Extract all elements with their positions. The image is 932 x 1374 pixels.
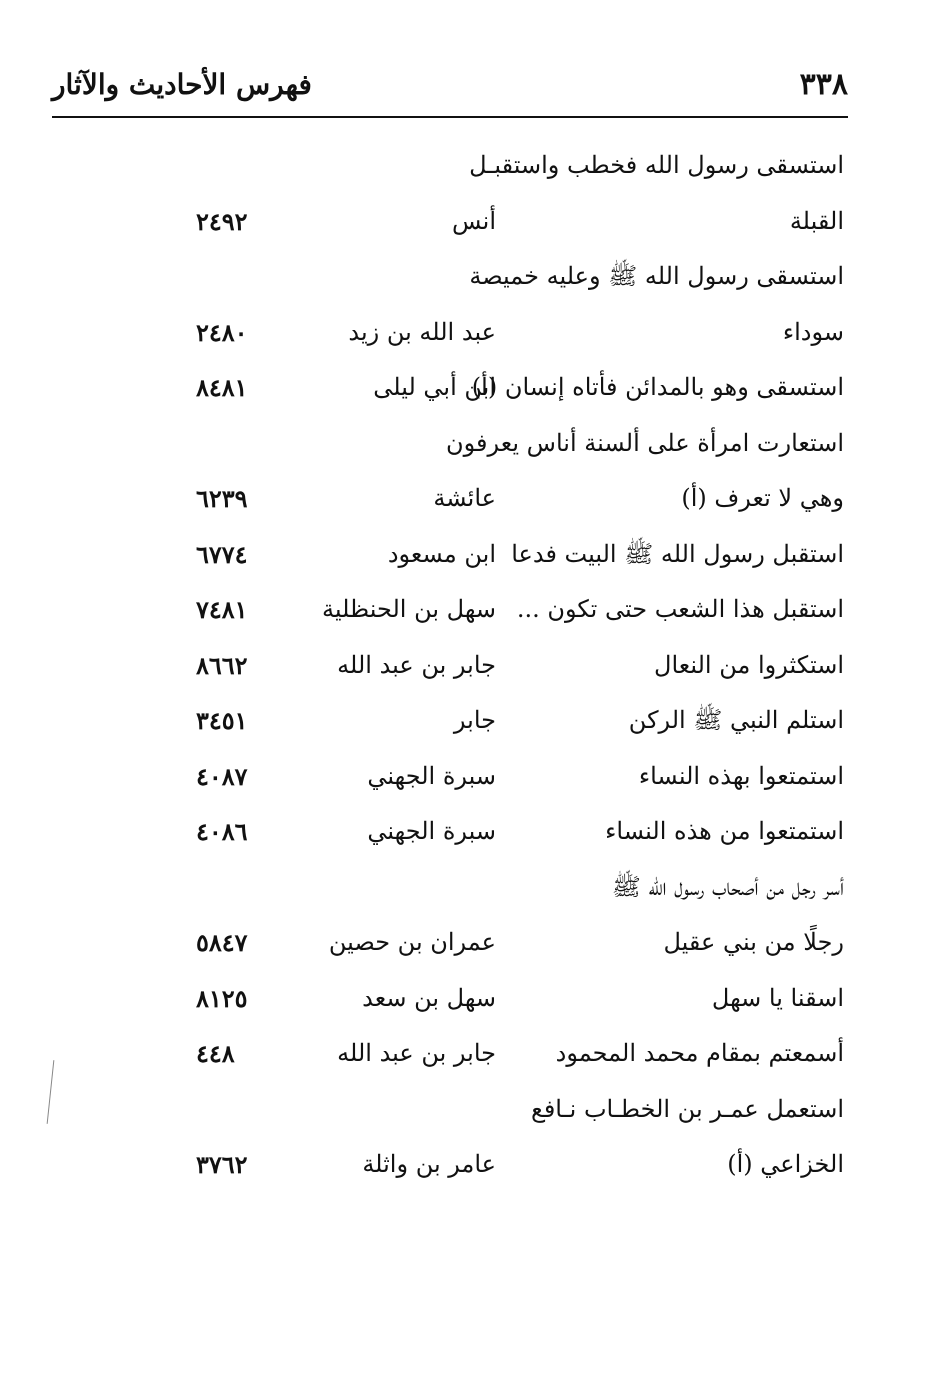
hadith-number: ٤٠٨٦: [196, 817, 248, 846]
page-header: [52, 58, 848, 110]
hadith-text: أسر رجل من أصحاب رسول الله ﷺ: [611, 872, 844, 901]
hadith-number: ٣٤٥١: [196, 706, 248, 735]
hadith-text: استقبل رسول الله ﷺ البيت فدعا: [511, 539, 844, 568]
narrator: سهل بن سعد: [362, 983, 496, 1012]
index-entry: [52, 693, 848, 749]
hadith-text: استلم النبي ﷺ الركن: [628, 706, 844, 734]
narrator: سبرة الجهني: [367, 817, 496, 845]
index-entry: [52, 915, 848, 971]
hadith-text: وهي لا تعرف (أ): [681, 484, 844, 512]
hadith-text: رجلًا من بني عقيل: [663, 928, 844, 956]
narrator: عامر بن واثلة: [362, 1150, 496, 1178]
hadith-text: أسمعتم بمقام محمد المحمود: [555, 1039, 844, 1067]
index-entry: [52, 471, 848, 527]
header-rule: [52, 116, 848, 118]
index-entry: [52, 1082, 848, 1138]
hadith-text: استمتعوا بهذه النساء: [638, 761, 844, 790]
hadith-number: ٦٢٣٩: [196, 484, 248, 513]
narrator: جابر بن عبد الله: [337, 1039, 496, 1067]
hadith-text: استقبل هذا الشعب حتى تكون ...: [516, 595, 844, 623]
hadith-number: ٢٤٩٢: [196, 206, 248, 236]
hadith-number: ٦٧٧٤: [196, 539, 248, 569]
index-entry: [52, 749, 848, 805]
hadith-text: استسقى رسول الله فخطب واستقبـل: [469, 151, 844, 179]
hadith-number: ٨٤٨١: [196, 373, 248, 402]
narrator: عائشة: [433, 484, 496, 512]
hadith-text: استسقى وهو بالمدائن فأتاه إنسان (أ): [471, 373, 844, 401]
index-entry: [52, 638, 848, 694]
hadith-text: القبلة: [789, 206, 844, 235]
index-entry: [52, 138, 848, 194]
hadith-text: استسقى رسول الله ﷺ وعليه خميصة: [469, 262, 844, 290]
narrator: عمران بن حصين: [328, 928, 496, 956]
narrator: عبد الله بن زيد: [348, 317, 496, 346]
index-entry: [52, 249, 848, 305]
hadith-text: اسقنا يا سهل: [711, 983, 844, 1012]
index-entry: [52, 416, 848, 472]
narrator: أنس: [452, 206, 496, 235]
hadith-number: ٨٦٦٢: [196, 650, 248, 680]
narrator: جابر بن عبد الله: [337, 650, 496, 679]
hadith-text: استعارت امرأة على ألسنة أناس يعرفون: [446, 428, 844, 457]
page-number: ٣٣٨: [799, 66, 848, 102]
index-entry: [52, 527, 848, 583]
narrator: سهل بن الحنظلية: [321, 595, 496, 623]
hadith-index-list: [52, 138, 848, 1193]
narrator: ابن مسعود: [387, 539, 496, 568]
narrator: سبرة الجهني: [367, 761, 496, 790]
hadith-number: ٢٤٨٠: [196, 317, 248, 347]
hadith-number: ٣٧٦٢: [196, 1150, 248, 1179]
hadith-number: ٨١٢٥: [196, 983, 248, 1013]
index-entry: [52, 582, 848, 638]
narrator: ابن أبي ليلى: [373, 373, 496, 401]
index-entry: [52, 804, 848, 860]
index-entry: [52, 1137, 848, 1193]
index-entry: [52, 1026, 848, 1082]
hadith-text: سوداء: [782, 317, 844, 346]
hadith-number: ٧٤٨١: [196, 595, 248, 624]
hadith-number: ٤٠٨٧: [196, 761, 248, 791]
index-entry: [52, 971, 848, 1027]
hadith-number: ٥٨٤٧: [196, 928, 248, 957]
index-entry: [52, 194, 848, 250]
hadith-number: ٤٤٨: [196, 1039, 235, 1068]
running-title: فهرس الأحاديث والآثار: [52, 67, 312, 101]
hadith-text: استعمل عمـر بن الخطـاب نـافع: [531, 1094, 844, 1123]
index-entry: [52, 360, 848, 416]
hadith-text: استمتعوا من هذه النساء: [605, 817, 844, 845]
index-entry: [52, 305, 848, 361]
hadith-text: الخزاعي (أ): [727, 1150, 844, 1178]
index-entry: [52, 860, 848, 916]
hadith-text: استكثروا من النعال: [654, 650, 844, 679]
narrator: جابر: [453, 706, 496, 734]
